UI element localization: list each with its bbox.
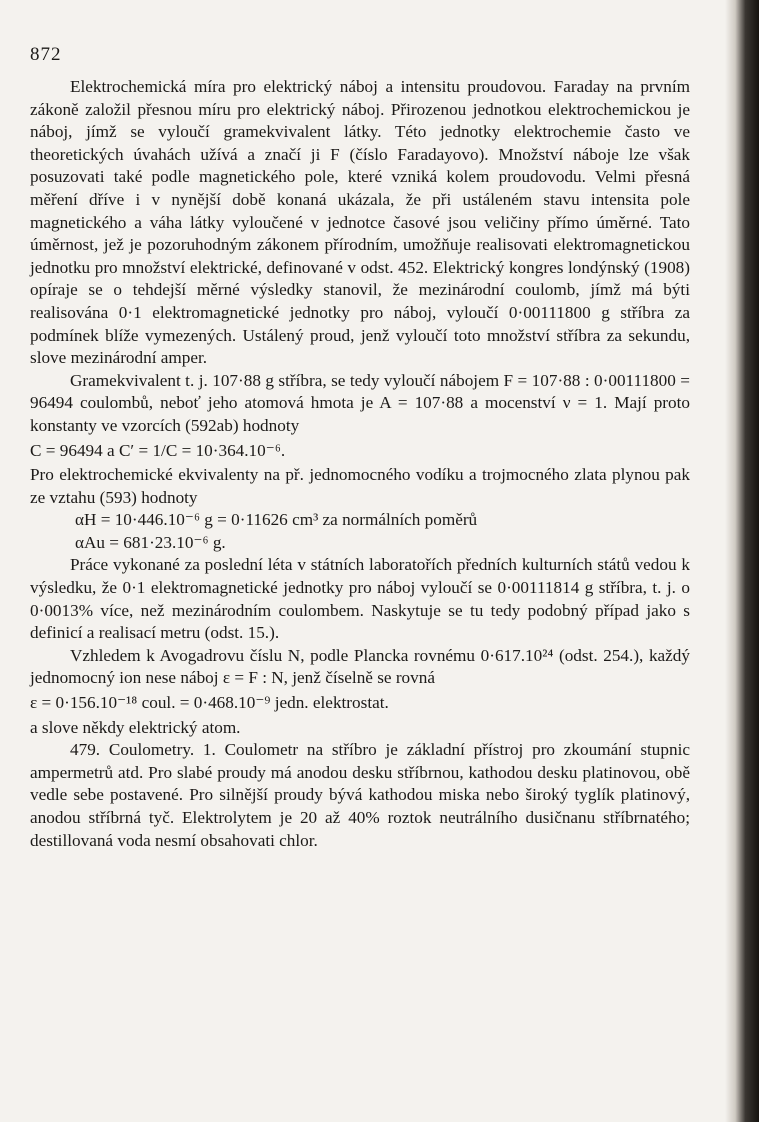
page-number: 872 [30, 44, 62, 65]
page-text [30, 40, 690, 852]
book-binding-shadow [725, 0, 759, 1122]
paragraph-6: a slove někdy elektrický atom. [30, 717, 241, 737]
equation-2: αH = 10·446.10⁻⁶ g = 0·11626 cm³ za normálních poměrů [75, 510, 478, 530]
paragraph-1: Elektrochemická míra pro elektrický náboj a intensitu proudovou. Faraday na prvním zákoně založil přesnou míru pro elektrický náboj. Přirozenou jednotkou elektrochemickou je náboj, jímž se vyloučí gramekvivalent látky. Této jednotky elektrochemie často ve theoretických úvahách užívá a značí ji F (číslo Faradayovo). Množství náboje lze však posuzovati také podle magnetického pole, které vzniká kolem proudovodu. Velmi přesná měření dříve i v nynější době konaná ukázala, že při ustáleném stavu intensita pole magnetického a váha látky vyloučené v jednotce časové jsou veličiny přímo úměrné. Tato úměrnost, jež je pozoruhodným zákonem přírodním, umožňuje realisovati elektromagnetickou jednotku pro množství elektrické, definované v odst. 452. Elektrický kongres londýnský (1908) opíraje se o tehdejší měrné výsledky stanovil, že mezinárodní coulomb, jímž má býti realisována 0·1 elektromagnetické jednotky pro náboj, vyloučí 0·00111800 g stříbra za podmínek blíže vymezených. Ustálený proud, jenž vyloučí toto množství stříbra za sekundu, slove mezinárodní amper. [30, 77, 690, 368]
paragraph-4: Práce vykonané za poslední léta v státních laboratořích předních kulturních států vedou k výsledku, že 0·1 elektromagnetické jednotky pro náboj vyloučí se 0·00111814 g stříbra, t. j. o 0·0013% více, než mezinárodním coulombem. Naskytuje se tu tedy podobný případ jako s definicí a realisací metru (odst. 15.). [30, 555, 690, 643]
paragraph-5: Vzhledem k Avogadrovu číslu N, podle Plancka rovnému 0·617.10²⁴ (odst. 254.), každý jednomocný ion nese náboj ε = F : N, jenž číselně se rovná [30, 645, 690, 688]
equation-4: ε = 0·156.10⁻¹⁸ coul. = 0·468.10⁻⁹ jedn. elektrostat. [30, 693, 389, 713]
equation-3: αAu = 681·23.10⁻⁶ g. [75, 532, 226, 552]
paragraph-2: Gramekvivalent t. j. 107·88 g stříbra, se tedy vyloučí nábojem F = 107·88 : 0·00111800 = 96494 coulombů, neboť jeho atomová hmota je A = 107·88 a mocenství ν = 1. Mají proto konstanty ve vzorcích (592ab) hodnoty [30, 370, 690, 435]
equation-1: C = 96494 a C′ = 1/C = 10·364.10⁻⁶. [30, 440, 286, 460]
paragraph-3: Pro elektrochemické ekvivalenty na př. jednomocného vodíku a trojmocného zlata plynou pak ze vztahu (593) hodnoty [30, 465, 690, 507]
section-479: 479. Coulometry. 1. Coulometr na stříbro je základní přístroj pro zkoumání stupnic ampermetrů atd. Pro slabé proudy má anodou desku stříbrnou, kathodou desku platinovou, obě vedle sebe postavené. Pro silnější proudy bývá kathodou miska nebo široký tyglík platinový, anodou stříbrná tyč. Elektrolytem je 20 až 40% roztok neutrálního dusičnanu stříbrnatého; destillovaná voda nesmí obsahovati chlor. [30, 740, 690, 850]
